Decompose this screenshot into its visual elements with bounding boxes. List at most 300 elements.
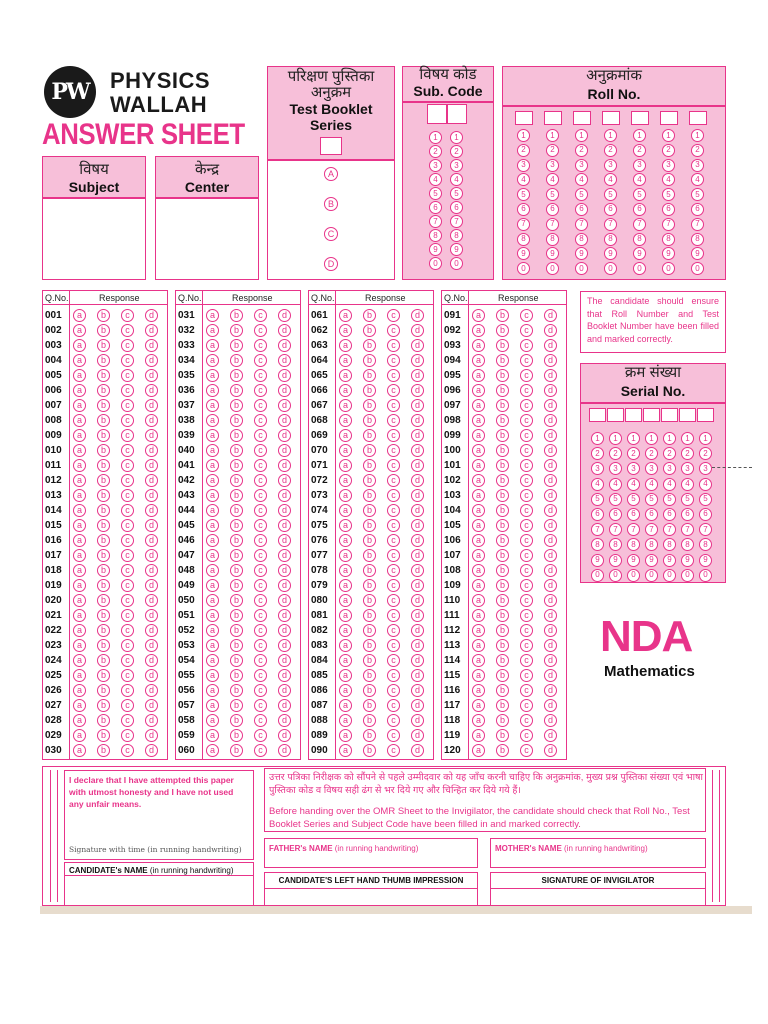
option-bubble-d[interactable]: d xyxy=(411,339,424,352)
digit-bubble[interactable]: 8 xyxy=(604,233,617,246)
option-bubble-b[interactable]: b xyxy=(97,354,110,367)
digit-bubble[interactable]: 0 xyxy=(609,569,622,582)
option-bubble-b[interactable]: b xyxy=(97,534,110,547)
digit-bubble[interactable]: 2 xyxy=(691,144,704,157)
digit-bubble[interactable]: 7 xyxy=(609,523,622,536)
option-bubble-b[interactable]: b xyxy=(363,369,376,382)
option-bubble-c[interactable]: c xyxy=(254,414,267,427)
option-bubble-c[interactable]: c xyxy=(387,474,400,487)
option-bubble-c[interactable]: c xyxy=(387,669,400,682)
option-bubble-d[interactable]: d xyxy=(278,729,291,742)
digit-bubble[interactable]: 4 xyxy=(691,173,704,186)
option-bubble-a[interactable]: a xyxy=(472,699,485,712)
option-bubble-c[interactable]: c xyxy=(254,639,267,652)
option-bubble-a[interactable]: a xyxy=(472,594,485,607)
option-bubble-a[interactable]: a xyxy=(472,729,485,742)
option-bubble-a[interactable]: a xyxy=(339,369,352,382)
digit-bubble[interactable]: 6 xyxy=(609,508,622,521)
booklet-option-b[interactable]: B xyxy=(324,197,338,211)
option-bubble-b[interactable]: b xyxy=(97,444,110,457)
option-bubble-c[interactable]: c xyxy=(520,489,533,502)
option-bubble-a[interactable]: a xyxy=(206,534,219,547)
option-bubble-d[interactable]: d xyxy=(145,504,158,517)
option-bubble-d[interactable]: d xyxy=(411,504,424,517)
option-bubble-b[interactable]: b xyxy=(230,414,243,427)
option-bubble-c[interactable]: c xyxy=(254,369,267,382)
option-bubble-a[interactable]: a xyxy=(206,414,219,427)
option-bubble-a[interactable]: a xyxy=(73,414,86,427)
digit-bubble[interactable]: 5 xyxy=(699,493,712,506)
digit-bubble[interactable]: 9 xyxy=(691,247,704,260)
digit-bubble[interactable]: 6 xyxy=(591,508,604,521)
option-bubble-b[interactable]: b xyxy=(230,519,243,532)
option-bubble-d[interactable]: d xyxy=(278,339,291,352)
option-bubble-a[interactable]: a xyxy=(339,534,352,547)
digit-bubble[interactable]: 7 xyxy=(663,523,676,536)
digit-bubble[interactable]: 4 xyxy=(663,478,676,491)
option-bubble-c[interactable]: c xyxy=(387,639,400,652)
option-bubble-a[interactable]: a xyxy=(73,669,86,682)
roll-cell[interactable] xyxy=(631,111,649,125)
option-bubble-c[interactable]: c xyxy=(520,414,533,427)
digit-bubble[interactable]: 3 xyxy=(681,462,694,475)
option-bubble-b[interactable]: b xyxy=(363,684,376,697)
option-bubble-d[interactable]: d xyxy=(544,729,557,742)
option-bubble-b[interactable]: b xyxy=(496,624,509,637)
option-bubble-a[interactable]: a xyxy=(472,654,485,667)
option-bubble-d[interactable]: d xyxy=(145,564,158,577)
digit-bubble[interactable]: 1 xyxy=(575,129,588,142)
option-bubble-a[interactable]: a xyxy=(206,714,219,727)
option-bubble-b[interactable]: b xyxy=(363,474,376,487)
digit-bubble[interactable]: 5 xyxy=(633,188,646,201)
option-bubble-b[interactable]: b xyxy=(97,489,110,502)
option-bubble-c[interactable]: c xyxy=(121,684,134,697)
option-bubble-b[interactable]: b xyxy=(496,714,509,727)
option-bubble-a[interactable]: a xyxy=(206,549,219,562)
option-bubble-c[interactable]: c xyxy=(254,519,267,532)
digit-bubble[interactable]: 4 xyxy=(633,173,646,186)
option-bubble-d[interactable]: d xyxy=(145,444,158,457)
option-bubble-b[interactable]: b xyxy=(97,609,110,622)
option-bubble-a[interactable]: a xyxy=(206,309,219,322)
option-bubble-d[interactable]: d xyxy=(544,549,557,562)
option-bubble-a[interactable]: a xyxy=(206,369,219,382)
serial-cell[interactable] xyxy=(679,408,696,422)
option-bubble-c[interactable]: c xyxy=(121,309,134,322)
option-bubble-a[interactable]: a xyxy=(472,354,485,367)
option-bubble-d[interactable]: d xyxy=(145,309,158,322)
option-bubble-d[interactable]: d xyxy=(278,429,291,442)
digit-bubble[interactable]: 4 xyxy=(546,173,559,186)
digit-bubble[interactable]: 8 xyxy=(627,538,640,551)
option-bubble-d[interactable]: d xyxy=(544,354,557,367)
option-bubble-b[interactable]: b xyxy=(363,384,376,397)
digit-bubble[interactable]: 4 xyxy=(591,478,604,491)
option-bubble-d[interactable]: d xyxy=(411,459,424,472)
option-bubble-d[interactable]: d xyxy=(411,609,424,622)
option-bubble-a[interactable]: a xyxy=(206,339,219,352)
option-bubble-c[interactable]: c xyxy=(121,504,134,517)
option-bubble-b[interactable]: b xyxy=(230,339,243,352)
option-bubble-b[interactable]: b xyxy=(496,504,509,517)
digit-bubble[interactable]: 0 xyxy=(662,262,675,275)
option-bubble-a[interactable]: a xyxy=(73,474,86,487)
option-bubble-d[interactable]: d xyxy=(278,699,291,712)
option-bubble-b[interactable]: b xyxy=(97,594,110,607)
option-bubble-d[interactable]: d xyxy=(544,489,557,502)
digit-bubble[interactable]: 7 xyxy=(450,215,463,228)
option-bubble-b[interactable]: b xyxy=(496,474,509,487)
option-bubble-c[interactable]: c xyxy=(520,339,533,352)
option-bubble-a[interactable]: a xyxy=(73,594,86,607)
digit-bubble[interactable]: 3 xyxy=(691,159,704,172)
option-bubble-b[interactable]: b xyxy=(363,744,376,757)
option-bubble-b[interactable]: b xyxy=(97,699,110,712)
digit-bubble[interactable]: 8 xyxy=(662,233,675,246)
option-bubble-d[interactable]: d xyxy=(278,654,291,667)
booklet-option-c[interactable]: C xyxy=(324,227,338,241)
option-bubble-c[interactable]: c xyxy=(121,384,134,397)
option-bubble-c[interactable]: c xyxy=(254,564,267,577)
digit-bubble[interactable]: 4 xyxy=(517,173,530,186)
digit-bubble[interactable]: 1 xyxy=(591,432,604,445)
option-bubble-c[interactable]: c xyxy=(121,729,134,742)
digit-bubble[interactable]: 2 xyxy=(681,447,694,460)
option-bubble-a[interactable]: a xyxy=(206,354,219,367)
option-bubble-b[interactable]: b xyxy=(496,549,509,562)
option-bubble-a[interactable]: a xyxy=(73,384,86,397)
option-bubble-a[interactable]: a xyxy=(472,474,485,487)
option-bubble-c[interactable]: c xyxy=(254,669,267,682)
option-bubble-c[interactable]: c xyxy=(520,309,533,322)
option-bubble-a[interactable]: a xyxy=(339,504,352,517)
option-bubble-d[interactable]: d xyxy=(145,429,158,442)
option-bubble-b[interactable]: b xyxy=(230,369,243,382)
option-bubble-c[interactable]: c xyxy=(387,624,400,637)
option-bubble-d[interactable]: d xyxy=(145,324,158,337)
option-bubble-a[interactable]: a xyxy=(339,399,352,412)
option-bubble-d[interactable]: d xyxy=(411,654,424,667)
digit-bubble[interactable]: 4 xyxy=(627,478,640,491)
option-bubble-b[interactable]: b xyxy=(97,744,110,757)
option-bubble-a[interactable]: a xyxy=(73,729,86,742)
digit-bubble[interactable]: 6 xyxy=(699,508,712,521)
option-bubble-c[interactable]: c xyxy=(520,714,533,727)
option-bubble-c[interactable]: c xyxy=(121,699,134,712)
digit-bubble[interactable]: 6 xyxy=(663,508,676,521)
option-bubble-c[interactable]: c xyxy=(520,729,533,742)
option-bubble-d[interactable]: d xyxy=(145,549,158,562)
option-bubble-b[interactable]: b xyxy=(363,339,376,352)
option-bubble-d[interactable]: d xyxy=(278,474,291,487)
option-bubble-a[interactable]: a xyxy=(73,714,86,727)
option-bubble-b[interactable]: b xyxy=(230,504,243,517)
digit-bubble[interactable]: 0 xyxy=(691,262,704,275)
option-bubble-d[interactable]: d xyxy=(145,339,158,352)
option-bubble-b[interactable]: b xyxy=(496,609,509,622)
digit-bubble[interactable]: 9 xyxy=(681,554,694,567)
option-bubble-c[interactable]: c xyxy=(254,444,267,457)
center-field[interactable] xyxy=(155,198,259,280)
option-bubble-b[interactable]: b xyxy=(363,399,376,412)
digit-bubble[interactable]: 0 xyxy=(633,262,646,275)
option-bubble-d[interactable]: d xyxy=(544,564,557,577)
option-bubble-c[interactable]: c xyxy=(121,444,134,457)
option-bubble-b[interactable]: b xyxy=(363,414,376,427)
option-bubble-b[interactable]: b xyxy=(97,654,110,667)
option-bubble-d[interactable]: d xyxy=(145,384,158,397)
option-bubble-a[interactable]: a xyxy=(339,654,352,667)
option-bubble-b[interactable]: b xyxy=(363,309,376,322)
digit-bubble[interactable]: 7 xyxy=(546,218,559,231)
digit-bubble[interactable]: 0 xyxy=(575,262,588,275)
option-bubble-c[interactable]: c xyxy=(254,714,267,727)
option-bubble-d[interactable]: d xyxy=(278,639,291,652)
digit-bubble[interactable]: 0 xyxy=(627,569,640,582)
option-bubble-c[interactable]: c xyxy=(254,654,267,667)
option-bubble-b[interactable]: b xyxy=(97,324,110,337)
option-bubble-b[interactable]: b xyxy=(97,339,110,352)
option-bubble-c[interactable]: c xyxy=(121,354,134,367)
option-bubble-a[interactable]: a xyxy=(206,699,219,712)
digit-bubble[interactable]: 8 xyxy=(699,538,712,551)
option-bubble-a[interactable]: a xyxy=(472,384,485,397)
digit-bubble[interactable]: 8 xyxy=(450,229,463,242)
option-bubble-c[interactable]: c xyxy=(387,429,400,442)
thumb-impression-box[interactable] xyxy=(264,872,478,906)
option-bubble-c[interactable]: c xyxy=(387,339,400,352)
option-bubble-a[interactable]: a xyxy=(206,744,219,757)
option-bubble-d[interactable]: d xyxy=(544,594,557,607)
option-bubble-b[interactable]: b xyxy=(230,699,243,712)
digit-bubble[interactable]: 2 xyxy=(662,144,675,157)
option-bubble-d[interactable]: d xyxy=(411,744,424,757)
option-bubble-a[interactable]: a xyxy=(206,594,219,607)
option-bubble-a[interactable]: a xyxy=(472,579,485,592)
option-bubble-c[interactable]: c xyxy=(520,654,533,667)
digit-bubble[interactable]: 6 xyxy=(604,203,617,216)
option-bubble-c[interactable]: c xyxy=(121,414,134,427)
option-bubble-b[interactable]: b xyxy=(97,309,110,322)
option-bubble-b[interactable]: b xyxy=(496,639,509,652)
option-bubble-b[interactable]: b xyxy=(496,744,509,757)
digit-bubble[interactable]: 8 xyxy=(609,538,622,551)
option-bubble-a[interactable]: a xyxy=(73,324,86,337)
option-bubble-d[interactable]: d xyxy=(145,714,158,727)
option-bubble-b[interactable]: b xyxy=(230,684,243,697)
option-bubble-b[interactable]: b xyxy=(496,519,509,532)
option-bubble-a[interactable]: a xyxy=(472,444,485,457)
digit-bubble[interactable]: 7 xyxy=(604,218,617,231)
option-bubble-a[interactable]: a xyxy=(73,444,86,457)
option-bubble-d[interactable]: d xyxy=(145,519,158,532)
option-bubble-c[interactable]: c xyxy=(520,624,533,637)
digit-bubble[interactable]: 6 xyxy=(627,508,640,521)
option-bubble-a[interactable]: a xyxy=(206,609,219,622)
option-bubble-d[interactable]: d xyxy=(145,354,158,367)
option-bubble-c[interactable]: c xyxy=(254,309,267,322)
option-bubble-c[interactable]: c xyxy=(520,564,533,577)
option-bubble-a[interactable]: a xyxy=(73,369,86,382)
option-bubble-c[interactable]: c xyxy=(254,399,267,412)
option-bubble-d[interactable]: d xyxy=(544,534,557,547)
digit-bubble[interactable]: 6 xyxy=(575,203,588,216)
option-bubble-d[interactable]: d xyxy=(411,399,424,412)
digit-bubble[interactable]: 2 xyxy=(517,144,530,157)
option-bubble-c[interactable]: c xyxy=(254,534,267,547)
option-bubble-a[interactable]: a xyxy=(472,459,485,472)
digit-bubble[interactable]: 4 xyxy=(450,173,463,186)
option-bubble-a[interactable]: a xyxy=(73,489,86,502)
digit-bubble[interactable]: 2 xyxy=(699,447,712,460)
digit-bubble[interactable]: 5 xyxy=(591,493,604,506)
option-bubble-a[interactable]: a xyxy=(206,564,219,577)
option-bubble-d[interactable]: d xyxy=(544,579,557,592)
digit-bubble[interactable]: 6 xyxy=(450,201,463,214)
option-bubble-b[interactable]: b xyxy=(230,729,243,742)
option-bubble-a[interactable]: a xyxy=(472,414,485,427)
option-bubble-d[interactable]: d xyxy=(544,744,557,757)
option-bubble-a[interactable]: a xyxy=(339,699,352,712)
digit-bubble[interactable]: 5 xyxy=(627,493,640,506)
option-bubble-d[interactable]: d xyxy=(544,429,557,442)
option-bubble-d[interactable]: d xyxy=(544,609,557,622)
option-bubble-a[interactable]: a xyxy=(206,489,219,502)
option-bubble-d[interactable]: d xyxy=(278,669,291,682)
option-bubble-c[interactable]: c xyxy=(387,414,400,427)
option-bubble-b[interactable]: b xyxy=(97,414,110,427)
digit-bubble[interactable]: 9 xyxy=(663,554,676,567)
option-bubble-c[interactable]: c xyxy=(520,384,533,397)
option-bubble-d[interactable]: d xyxy=(544,669,557,682)
digit-bubble[interactable]: 9 xyxy=(546,247,559,260)
roll-cell[interactable] xyxy=(573,111,591,125)
digit-bubble[interactable]: 3 xyxy=(627,462,640,475)
digit-bubble[interactable]: 1 xyxy=(517,129,530,142)
option-bubble-c[interactable]: c xyxy=(254,729,267,742)
option-bubble-b[interactable]: b xyxy=(230,579,243,592)
option-bubble-d[interactable]: d xyxy=(278,414,291,427)
option-bubble-a[interactable]: a xyxy=(339,729,352,742)
serial-cell[interactable] xyxy=(607,408,624,422)
digit-bubble[interactable]: 8 xyxy=(691,233,704,246)
option-bubble-b[interactable]: b xyxy=(230,354,243,367)
option-bubble-d[interactable]: d xyxy=(544,519,557,532)
option-bubble-c[interactable]: c xyxy=(520,579,533,592)
option-bubble-d[interactable]: d xyxy=(411,699,424,712)
digit-bubble[interactable]: 0 xyxy=(645,569,658,582)
option-bubble-b[interactable]: b xyxy=(496,564,509,577)
option-bubble-a[interactable]: a xyxy=(339,579,352,592)
digit-bubble[interactable]: 7 xyxy=(517,218,530,231)
serial-cell[interactable] xyxy=(625,408,642,422)
option-bubble-b[interactable]: b xyxy=(496,699,509,712)
option-bubble-d[interactable]: d xyxy=(145,699,158,712)
option-bubble-b[interactable]: b xyxy=(363,519,376,532)
option-bubble-b[interactable]: b xyxy=(230,549,243,562)
option-bubble-b[interactable]: b xyxy=(363,429,376,442)
option-bubble-b[interactable]: b xyxy=(496,489,509,502)
digit-bubble[interactable]: 6 xyxy=(546,203,559,216)
subcode-cell-2[interactable] xyxy=(447,104,467,124)
option-bubble-a[interactable]: a xyxy=(206,474,219,487)
option-bubble-b[interactable]: b xyxy=(230,594,243,607)
option-bubble-a[interactable]: a xyxy=(73,309,86,322)
option-bubble-c[interactable]: c xyxy=(121,624,134,637)
option-bubble-a[interactable]: a xyxy=(472,369,485,382)
digit-bubble[interactable]: 2 xyxy=(627,447,640,460)
option-bubble-b[interactable]: b xyxy=(496,309,509,322)
option-bubble-b[interactable]: b xyxy=(496,669,509,682)
option-bubble-a[interactable]: a xyxy=(339,324,352,337)
digit-bubble[interactable]: 7 xyxy=(591,523,604,536)
option-bubble-d[interactable]: d xyxy=(411,669,424,682)
digit-bubble[interactable]: 2 xyxy=(663,447,676,460)
option-bubble-a[interactable]: a xyxy=(339,519,352,532)
option-bubble-b[interactable]: b xyxy=(97,624,110,637)
option-bubble-a[interactable]: a xyxy=(73,399,86,412)
option-bubble-d[interactable]: d xyxy=(145,609,158,622)
option-bubble-b[interactable]: b xyxy=(496,324,509,337)
option-bubble-d[interactable]: d xyxy=(544,324,557,337)
digit-bubble[interactable]: 1 xyxy=(633,129,646,142)
option-bubble-a[interactable]: a xyxy=(73,609,86,622)
option-bubble-d[interactable]: d xyxy=(145,594,158,607)
option-bubble-b[interactable]: b xyxy=(496,729,509,742)
option-bubble-b[interactable]: b xyxy=(496,459,509,472)
digit-bubble[interactable]: 4 xyxy=(645,478,658,491)
digit-bubble[interactable]: 6 xyxy=(517,203,530,216)
option-bubble-c[interactable]: c xyxy=(387,504,400,517)
option-bubble-a[interactable]: a xyxy=(472,309,485,322)
option-bubble-d[interactable]: d xyxy=(544,459,557,472)
digit-bubble[interactable]: 3 xyxy=(429,159,442,172)
option-bubble-d[interactable]: d xyxy=(544,639,557,652)
option-bubble-c[interactable]: c xyxy=(520,504,533,517)
digit-bubble[interactable]: 6 xyxy=(691,203,704,216)
digit-bubble[interactable]: 9 xyxy=(633,247,646,260)
option-bubble-c[interactable]: c xyxy=(121,324,134,337)
option-bubble-b[interactable]: b xyxy=(363,609,376,622)
option-bubble-b[interactable]: b xyxy=(363,639,376,652)
option-bubble-b[interactable]: b xyxy=(363,459,376,472)
option-bubble-c[interactable]: c xyxy=(387,384,400,397)
digit-bubble[interactable]: 3 xyxy=(517,159,530,172)
digit-bubble[interactable]: 0 xyxy=(546,262,559,275)
option-bubble-c[interactable]: c xyxy=(254,354,267,367)
option-bubble-c[interactable]: c xyxy=(254,339,267,352)
digit-bubble[interactable]: 7 xyxy=(662,218,675,231)
digit-bubble[interactable]: 4 xyxy=(609,478,622,491)
option-bubble-d[interactable]: d xyxy=(145,744,158,757)
option-bubble-c[interactable]: c xyxy=(254,684,267,697)
digit-bubble[interactable]: 2 xyxy=(429,145,442,158)
option-bubble-b[interactable]: b xyxy=(230,744,243,757)
option-bubble-a[interactable]: a xyxy=(206,504,219,517)
option-bubble-c[interactable]: c xyxy=(520,669,533,682)
option-bubble-b[interactable]: b xyxy=(230,669,243,682)
option-bubble-a[interactable]: a xyxy=(339,459,352,472)
option-bubble-b[interactable]: b xyxy=(230,714,243,727)
option-bubble-a[interactable]: a xyxy=(73,339,86,352)
option-bubble-c[interactable]: c xyxy=(387,564,400,577)
option-bubble-b[interactable]: b xyxy=(496,594,509,607)
option-bubble-a[interactable]: a xyxy=(73,699,86,712)
option-bubble-b[interactable]: b xyxy=(230,384,243,397)
digit-bubble[interactable]: 9 xyxy=(604,247,617,260)
option-bubble-c[interactable]: c xyxy=(520,429,533,442)
